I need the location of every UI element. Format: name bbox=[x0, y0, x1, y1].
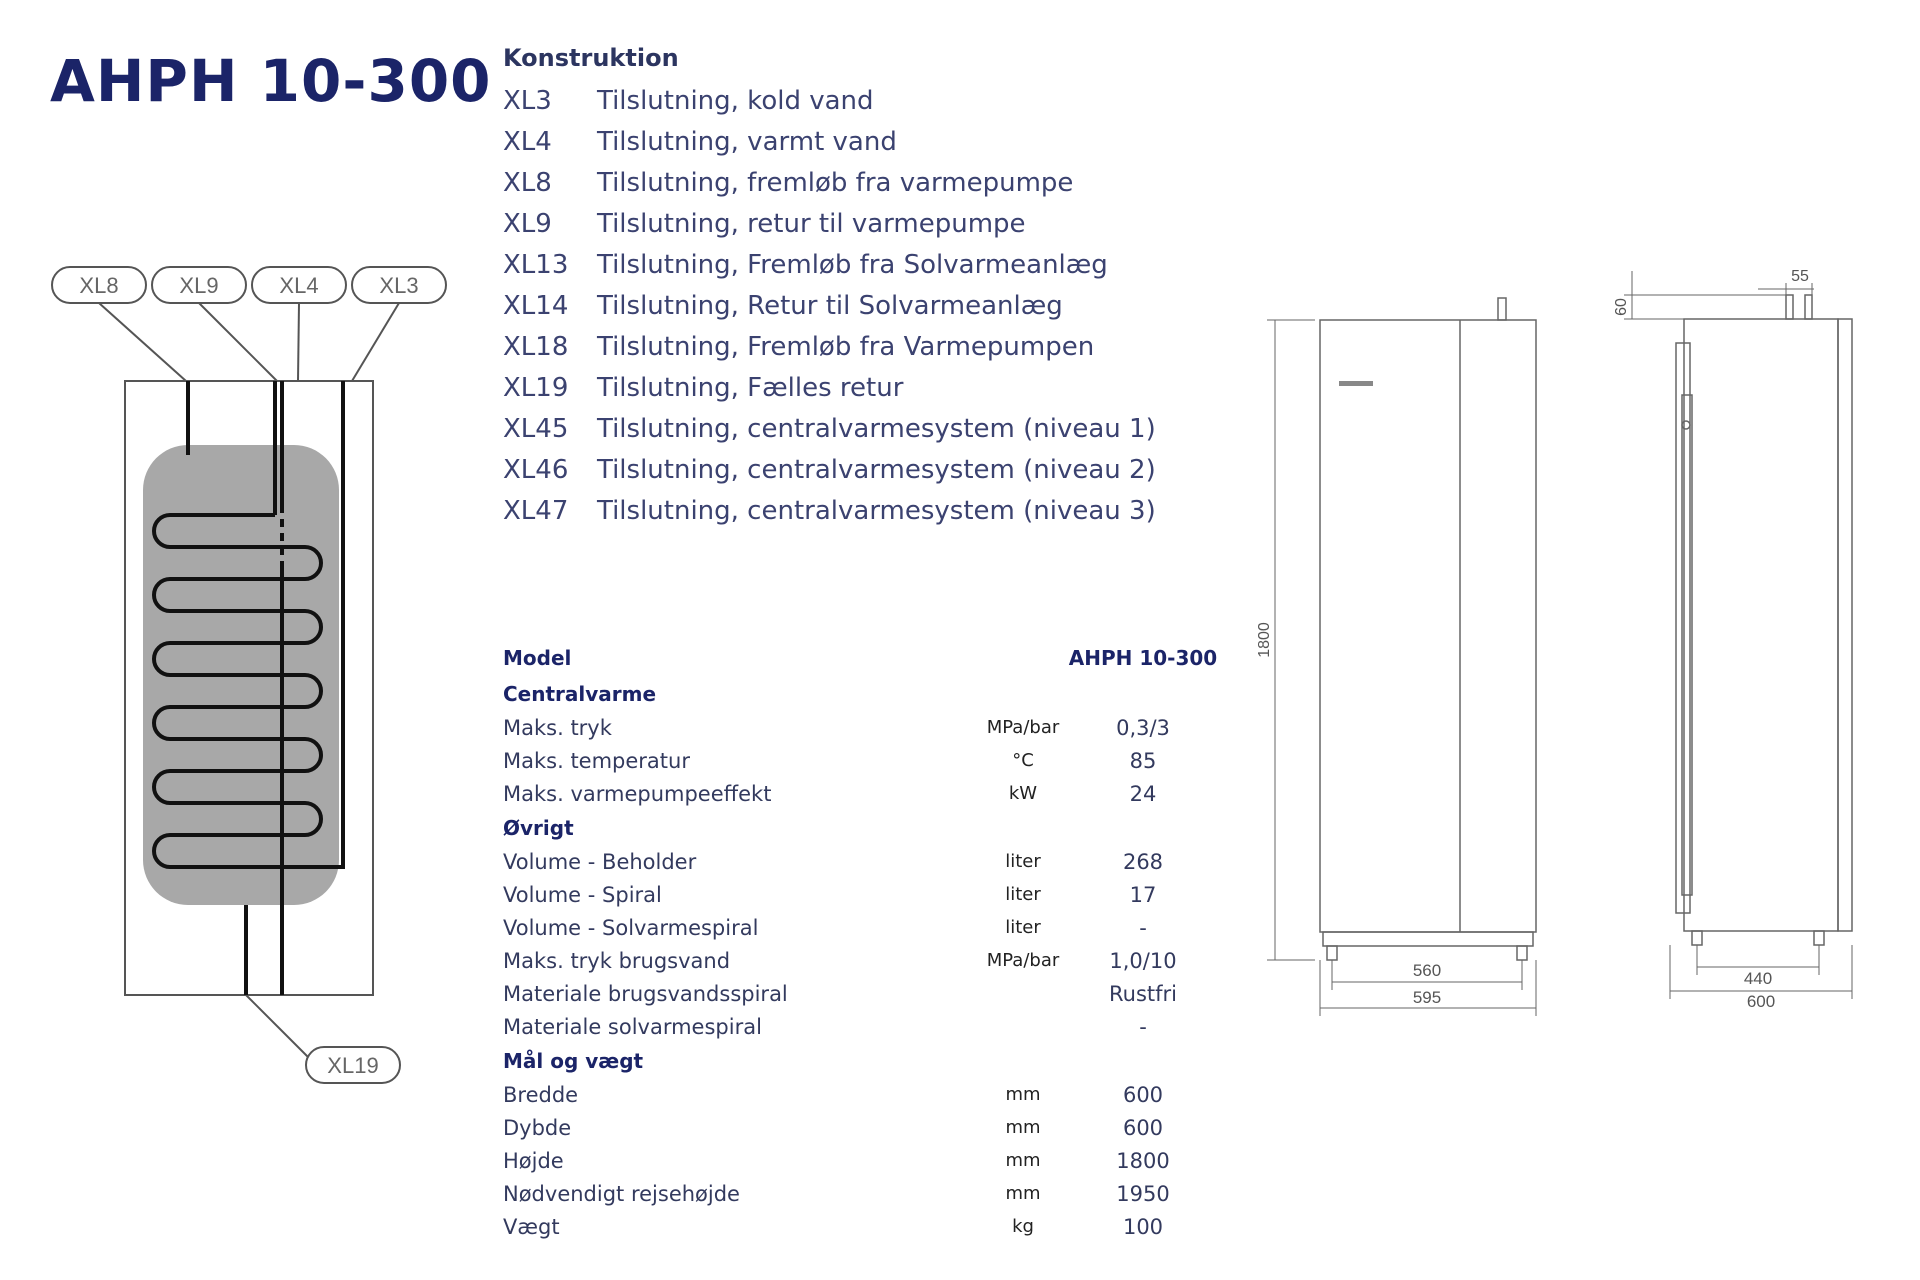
label-xl19-text: XL19 bbox=[327, 1053, 379, 1078]
spec-unit: mm bbox=[1005, 1117, 1041, 1138]
konstruktion-heading: Konstruktion bbox=[503, 44, 679, 72]
side-pipe-height-label: 60 bbox=[1613, 298, 1630, 316]
model-label: Model bbox=[503, 646, 572, 670]
spec-row bbox=[503, 944, 1243, 977]
spec-label: Maks. tryk bbox=[503, 715, 612, 740]
side-inner-depth-label: 440 bbox=[1743, 969, 1773, 988]
label-xl3 bbox=[352, 267, 446, 303]
spec-value: 100 bbox=[1122, 1214, 1164, 1239]
side-outer-depth-label: 600 bbox=[1746, 992, 1776, 1011]
konstruktion-code: XL19 bbox=[503, 372, 569, 403]
spec-row bbox=[503, 1078, 1243, 1111]
spec-section-title: Centralvarme bbox=[503, 681, 657, 706]
spec-label: Højde bbox=[503, 1148, 564, 1173]
spec-label: Vægt bbox=[503, 1214, 560, 1239]
spec-unit: mm bbox=[1005, 1150, 1041, 1171]
spec-value: 268 bbox=[1122, 849, 1164, 874]
spec-row bbox=[503, 711, 1243, 744]
spec-row bbox=[503, 744, 1243, 777]
konstruktion-item bbox=[503, 285, 1156, 326]
front-cabinet bbox=[1320, 320, 1536, 932]
spec-unit: MPa/bar bbox=[986, 717, 1060, 738]
tank-schematic bbox=[40, 255, 480, 1085]
spec-unit: mm bbox=[1005, 1183, 1041, 1204]
konstruktion-item bbox=[503, 490, 1156, 531]
konstruktion-desc: Tilslutning, centralvarmesystem (niveau 2) bbox=[597, 454, 1156, 485]
spec-label: Maks. temperatur bbox=[503, 748, 690, 773]
spec-label: Volume - Solvarmespiral bbox=[503, 915, 759, 940]
spec-unit: MPa/bar bbox=[986, 950, 1060, 971]
konstruktion-desc: Tilslutning, centralvarmesystem (niveau 3) bbox=[597, 495, 1156, 526]
konstruktion-item bbox=[503, 162, 1156, 203]
label-xl8-text: XL8 bbox=[79, 273, 119, 298]
spec-value: 1800 bbox=[1116, 1148, 1170, 1173]
model-value: AHPH 10-300 bbox=[1068, 646, 1218, 670]
konstruktion-code: XL46 bbox=[503, 454, 569, 485]
spec-label: Materiale solvarmespiral bbox=[503, 1014, 762, 1039]
konstruktion-code: XL8 bbox=[503, 167, 552, 198]
konstruktion-code: XL13 bbox=[503, 249, 569, 280]
spec-row bbox=[503, 845, 1243, 878]
brand-logo bbox=[1339, 381, 1373, 386]
spec-section-title: Mål og vægt bbox=[503, 1048, 644, 1073]
konstruktion-item bbox=[503, 408, 1156, 449]
front-view-drawing bbox=[1255, 280, 1575, 1040]
konstruktion-list bbox=[503, 44, 1156, 531]
konstruktion-code: XL14 bbox=[503, 290, 569, 321]
konstruktion-desc: Tilslutning, centralvarmesystem (niveau 1) bbox=[597, 413, 1156, 444]
spec-section-heading bbox=[503, 1043, 1243, 1078]
spec-value: Rustfri bbox=[1109, 981, 1177, 1006]
label-xl3-text: XL3 bbox=[379, 273, 419, 298]
label-xl8 bbox=[52, 267, 146, 303]
page-title: AHPH 10-300 bbox=[50, 47, 492, 115]
konstruktion-item bbox=[503, 203, 1156, 244]
front-inner-width-label: 560 bbox=[1412, 961, 1442, 980]
front-height-label: 1800 bbox=[1256, 622, 1273, 658]
spec-label: Volume - Beholder bbox=[503, 849, 697, 874]
spec-value: 600 bbox=[1122, 1115, 1164, 1140]
spec-value: 17 bbox=[1129, 882, 1157, 907]
spec-row bbox=[503, 1210, 1243, 1243]
konstruktion-code: XL4 bbox=[503, 126, 552, 157]
spec-value: - bbox=[1139, 1014, 1147, 1039]
spec-label: Bredde bbox=[503, 1082, 579, 1107]
label-xl4-text: XL4 bbox=[279, 273, 319, 298]
spec-label: Maks. tryk brugsvand bbox=[503, 948, 731, 973]
spec-label: Materiale brugsvandsspiral bbox=[503, 981, 788, 1006]
spec-unit: mm bbox=[1005, 1084, 1041, 1105]
spec-section-heading bbox=[503, 810, 1243, 845]
konstruktion-item bbox=[503, 367, 1156, 408]
spec-row bbox=[503, 911, 1243, 944]
konstruktion-desc: Tilslutning, fremløb fra varmepumpe bbox=[597, 167, 1074, 198]
spec-unit: kW bbox=[1008, 783, 1038, 804]
konstruktion-desc: Tilslutning, varmt vand bbox=[597, 126, 897, 157]
spec-table bbox=[503, 640, 1243, 1243]
side-pipe-spacing-label: 55 bbox=[1791, 268, 1809, 285]
spec-unit: liter bbox=[1005, 884, 1041, 905]
spec-value: 85 bbox=[1129, 748, 1157, 773]
spec-row bbox=[503, 777, 1243, 810]
side-view-drawing bbox=[1600, 255, 1900, 1045]
konstruktion-item bbox=[503, 449, 1156, 490]
spec-row bbox=[503, 1144, 1243, 1177]
spec-label: Maks. varmepumpeeffekt bbox=[503, 781, 772, 806]
konstruktion-desc: Tilslutning, retur til varmepumpe bbox=[597, 208, 1026, 239]
front-outer-width-label: 595 bbox=[1412, 988, 1442, 1007]
konstruktion-item bbox=[503, 326, 1156, 367]
spec-unit: liter bbox=[1005, 917, 1041, 938]
label-xl9 bbox=[152, 267, 246, 303]
konstruktion-code: XL45 bbox=[503, 413, 569, 444]
side-cabinet bbox=[1684, 319, 1838, 931]
spec-row bbox=[503, 878, 1243, 911]
spec-value: 1950 bbox=[1116, 1181, 1170, 1206]
spec-row bbox=[503, 1177, 1243, 1210]
spec-value: - bbox=[1139, 915, 1147, 940]
konstruktion-code: XL3 bbox=[503, 85, 552, 116]
konstruktion-desc: Tilslutning, kold vand bbox=[597, 85, 874, 116]
spec-value: 1,0/10 bbox=[1109, 948, 1177, 973]
konstruktion-item bbox=[503, 121, 1156, 162]
spec-row bbox=[503, 1111, 1243, 1144]
label-xl9-text: XL9 bbox=[179, 273, 219, 298]
spec-row bbox=[503, 1010, 1243, 1043]
konstruktion-item bbox=[503, 80, 1156, 121]
spec-section-heading bbox=[503, 676, 1243, 711]
spec-row bbox=[503, 977, 1243, 1010]
spec-value: 24 bbox=[1129, 781, 1157, 806]
spec-unit: liter bbox=[1005, 851, 1041, 872]
spec-value: 600 bbox=[1122, 1082, 1164, 1107]
spec-label: Dybde bbox=[503, 1115, 572, 1140]
konstruktion-item bbox=[503, 244, 1156, 285]
konstruktion-desc: Tilslutning, Fremløb fra Varmepumpen bbox=[597, 331, 1095, 362]
label-xl4 bbox=[252, 267, 346, 303]
spec-value: 0,3/3 bbox=[1116, 715, 1170, 740]
konstruktion-desc: Tilslutning, Fælles retur bbox=[597, 372, 904, 403]
spec-model-row bbox=[503, 640, 1243, 676]
label-xl19 bbox=[306, 1047, 400, 1083]
spec-label: Volume - Spiral bbox=[503, 882, 662, 907]
konstruktion-code: XL47 bbox=[503, 495, 569, 526]
konstruktion-desc: Tilslutning, Fremløb fra Solvarmeanlæg bbox=[597, 249, 1108, 280]
spec-label: Nødvendigt rejsehøjde bbox=[503, 1181, 740, 1206]
konstruktion-desc: Tilslutning, Retur til Solvarmeanlæg bbox=[597, 290, 1063, 321]
konstruktion-code: XL18 bbox=[503, 331, 569, 362]
konstruktion-code: XL9 bbox=[503, 208, 552, 239]
spec-unit: °C bbox=[1012, 750, 1034, 771]
spec-unit: kg bbox=[1012, 1216, 1034, 1237]
spec-section-title: Øvrigt bbox=[503, 815, 574, 840]
